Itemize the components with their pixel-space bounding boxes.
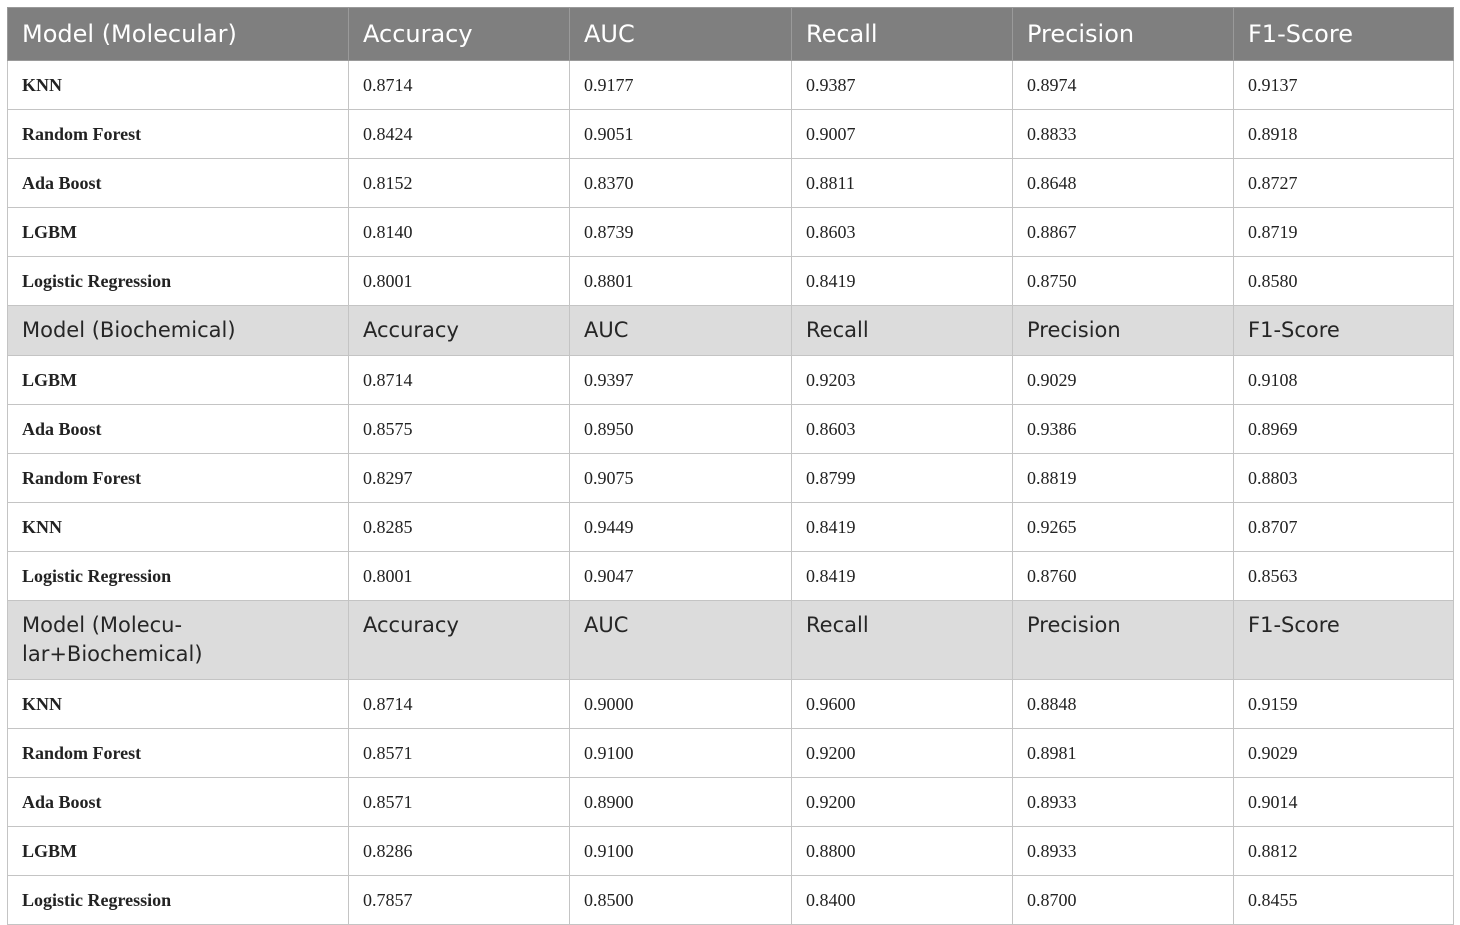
table-row (8, 680, 1454, 729)
f1-score-cell: 0.8580 (1234, 257, 1454, 306)
f1-score-cell: 0.8812 (1234, 827, 1454, 876)
header-auc: AUC (570, 601, 792, 680)
model-name-cell: Logistic Regression (8, 552, 349, 601)
table-row (8, 827, 1454, 876)
header-model: Model (Molecu- lar+Biochemical) (8, 601, 349, 680)
model-name-cell: LGBM (8, 827, 349, 876)
group-header-row (8, 306, 1454, 356)
table-row (8, 405, 1454, 454)
header-recall: Recall (792, 8, 1013, 61)
precision-cell: 0.8981 (1013, 729, 1234, 778)
auc-cell: 0.9051 (570, 110, 792, 159)
header-accuracy: Accuracy (349, 306, 570, 356)
auc-cell: 0.8900 (570, 778, 792, 827)
header-precision: Precision (1013, 601, 1234, 680)
auc-cell: 0.9000 (570, 680, 792, 729)
model-name-cell: Ada Boost (8, 159, 349, 208)
f1-score-cell: 0.8918 (1234, 110, 1454, 159)
auc-cell: 0.8739 (570, 208, 792, 257)
recall-cell: 0.8419 (792, 552, 1013, 601)
header-accuracy: Accuracy (349, 8, 570, 61)
recall-cell: 0.8800 (792, 827, 1013, 876)
model-name-cell: Ada Boost (8, 405, 349, 454)
table-row (8, 552, 1454, 601)
f1-score-cell: 0.9014 (1234, 778, 1454, 827)
auc-cell: 0.9177 (570, 61, 792, 110)
header-model: Model (Biochemical) (8, 306, 349, 356)
table-row (8, 778, 1454, 827)
auc-cell: 0.9047 (570, 552, 792, 601)
table-row (8, 257, 1454, 306)
table-row (8, 503, 1454, 552)
precision-cell: 0.9386 (1013, 405, 1234, 454)
group-header-row (8, 601, 1454, 680)
recall-cell: 0.9203 (792, 356, 1013, 405)
model-name-cell: Random Forest (8, 110, 349, 159)
accuracy-cell: 0.8714 (349, 61, 570, 110)
header-precision: Precision (1013, 8, 1234, 61)
recall-cell: 0.9200 (792, 778, 1013, 827)
recall-cell: 0.9600 (792, 680, 1013, 729)
auc-cell: 0.8950 (570, 405, 792, 454)
model-name-cell: Ada Boost (8, 778, 349, 827)
precision-cell: 0.8760 (1013, 552, 1234, 601)
precision-cell: 0.9029 (1013, 356, 1234, 405)
model-name-cell: Logistic Regression (8, 257, 349, 306)
table-row (8, 61, 1454, 110)
table-row (8, 454, 1454, 503)
model-name-cell: KNN (8, 503, 349, 552)
accuracy-cell: 0.8286 (349, 827, 570, 876)
header-precision: Precision (1013, 306, 1234, 356)
precision-cell: 0.8848 (1013, 680, 1234, 729)
f1-score-cell: 0.8455 (1234, 876, 1454, 925)
recall-cell: 0.9007 (792, 110, 1013, 159)
accuracy-cell: 0.8297 (349, 454, 570, 503)
precision-cell: 0.8933 (1013, 778, 1234, 827)
accuracy-cell: 0.8152 (349, 159, 570, 208)
table-row (8, 159, 1454, 208)
accuracy-cell: 0.8001 (349, 257, 570, 306)
model-name-cell: Random Forest (8, 729, 349, 778)
header-recall: Recall (792, 306, 1013, 356)
precision-cell: 0.8867 (1013, 208, 1234, 257)
f1-score-cell: 0.9159 (1234, 680, 1454, 729)
header-f1-score: F1-Score (1234, 8, 1454, 61)
results-table (7, 7, 1454, 925)
f1-score-cell: 0.9029 (1234, 729, 1454, 778)
recall-cell: 0.8419 (792, 503, 1013, 552)
accuracy-cell: 0.8714 (349, 356, 570, 405)
model-name-cell: Logistic Regression (8, 876, 349, 925)
header-f1-score: F1-Score (1234, 306, 1454, 356)
recall-cell: 0.8603 (792, 405, 1013, 454)
f1-score-cell: 0.8563 (1234, 552, 1454, 601)
recall-cell: 0.8811 (792, 159, 1013, 208)
recall-cell: 0.9387 (792, 61, 1013, 110)
header-auc: AUC (570, 306, 792, 356)
accuracy-cell: 0.8571 (349, 729, 570, 778)
table-row (8, 110, 1454, 159)
precision-cell: 0.9265 (1013, 503, 1234, 552)
accuracy-cell: 0.8714 (349, 680, 570, 729)
auc-cell: 0.8370 (570, 159, 792, 208)
header-auc: AUC (570, 8, 792, 61)
precision-cell: 0.8933 (1013, 827, 1234, 876)
auc-cell: 0.8801 (570, 257, 792, 306)
recall-cell: 0.8400 (792, 876, 1013, 925)
auc-cell: 0.9100 (570, 827, 792, 876)
recall-cell: 0.8799 (792, 454, 1013, 503)
table-row (8, 356, 1454, 405)
model-name-cell: LGBM (8, 208, 349, 257)
accuracy-cell: 0.8571 (349, 778, 570, 827)
precision-cell: 0.8750 (1013, 257, 1234, 306)
model-name-cell: LGBM (8, 356, 349, 405)
precision-cell: 0.8819 (1013, 454, 1234, 503)
accuracy-cell: 0.8285 (349, 503, 570, 552)
header-recall: Recall (792, 601, 1013, 680)
precision-cell: 0.8833 (1013, 110, 1234, 159)
precision-cell: 0.8974 (1013, 61, 1234, 110)
f1-score-cell: 0.9108 (1234, 356, 1454, 405)
model-name-cell: KNN (8, 680, 349, 729)
recall-cell: 0.9200 (792, 729, 1013, 778)
accuracy-cell: 0.7857 (349, 876, 570, 925)
recall-cell: 0.8419 (792, 257, 1013, 306)
accuracy-cell: 0.8575 (349, 405, 570, 454)
f1-score-cell: 0.8727 (1234, 159, 1454, 208)
accuracy-cell: 0.8140 (349, 208, 570, 257)
header-model: Model (Molecular) (8, 8, 349, 61)
f1-score-cell: 0.8969 (1234, 405, 1454, 454)
accuracy-cell: 0.8424 (349, 110, 570, 159)
f1-score-cell: 0.8719 (1234, 208, 1454, 257)
auc-cell: 0.9075 (570, 454, 792, 503)
model-name-cell: Random Forest (8, 454, 349, 503)
group-header-row (8, 8, 1454, 61)
recall-cell: 0.8603 (792, 208, 1013, 257)
auc-cell: 0.9449 (570, 503, 792, 552)
model-name-cell: KNN (8, 61, 349, 110)
precision-cell: 0.8700 (1013, 876, 1234, 925)
auc-cell: 0.9397 (570, 356, 792, 405)
table-row (8, 208, 1454, 257)
header-accuracy: Accuracy (349, 601, 570, 680)
table-row (8, 729, 1454, 778)
header-f1-score: F1-Score (1234, 601, 1454, 680)
f1-score-cell: 0.8803 (1234, 454, 1454, 503)
f1-score-cell: 0.8707 (1234, 503, 1454, 552)
precision-cell: 0.8648 (1013, 159, 1234, 208)
auc-cell: 0.9100 (570, 729, 792, 778)
f1-score-cell: 0.9137 (1234, 61, 1454, 110)
accuracy-cell: 0.8001 (349, 552, 570, 601)
table-row (8, 876, 1454, 925)
auc-cell: 0.8500 (570, 876, 792, 925)
